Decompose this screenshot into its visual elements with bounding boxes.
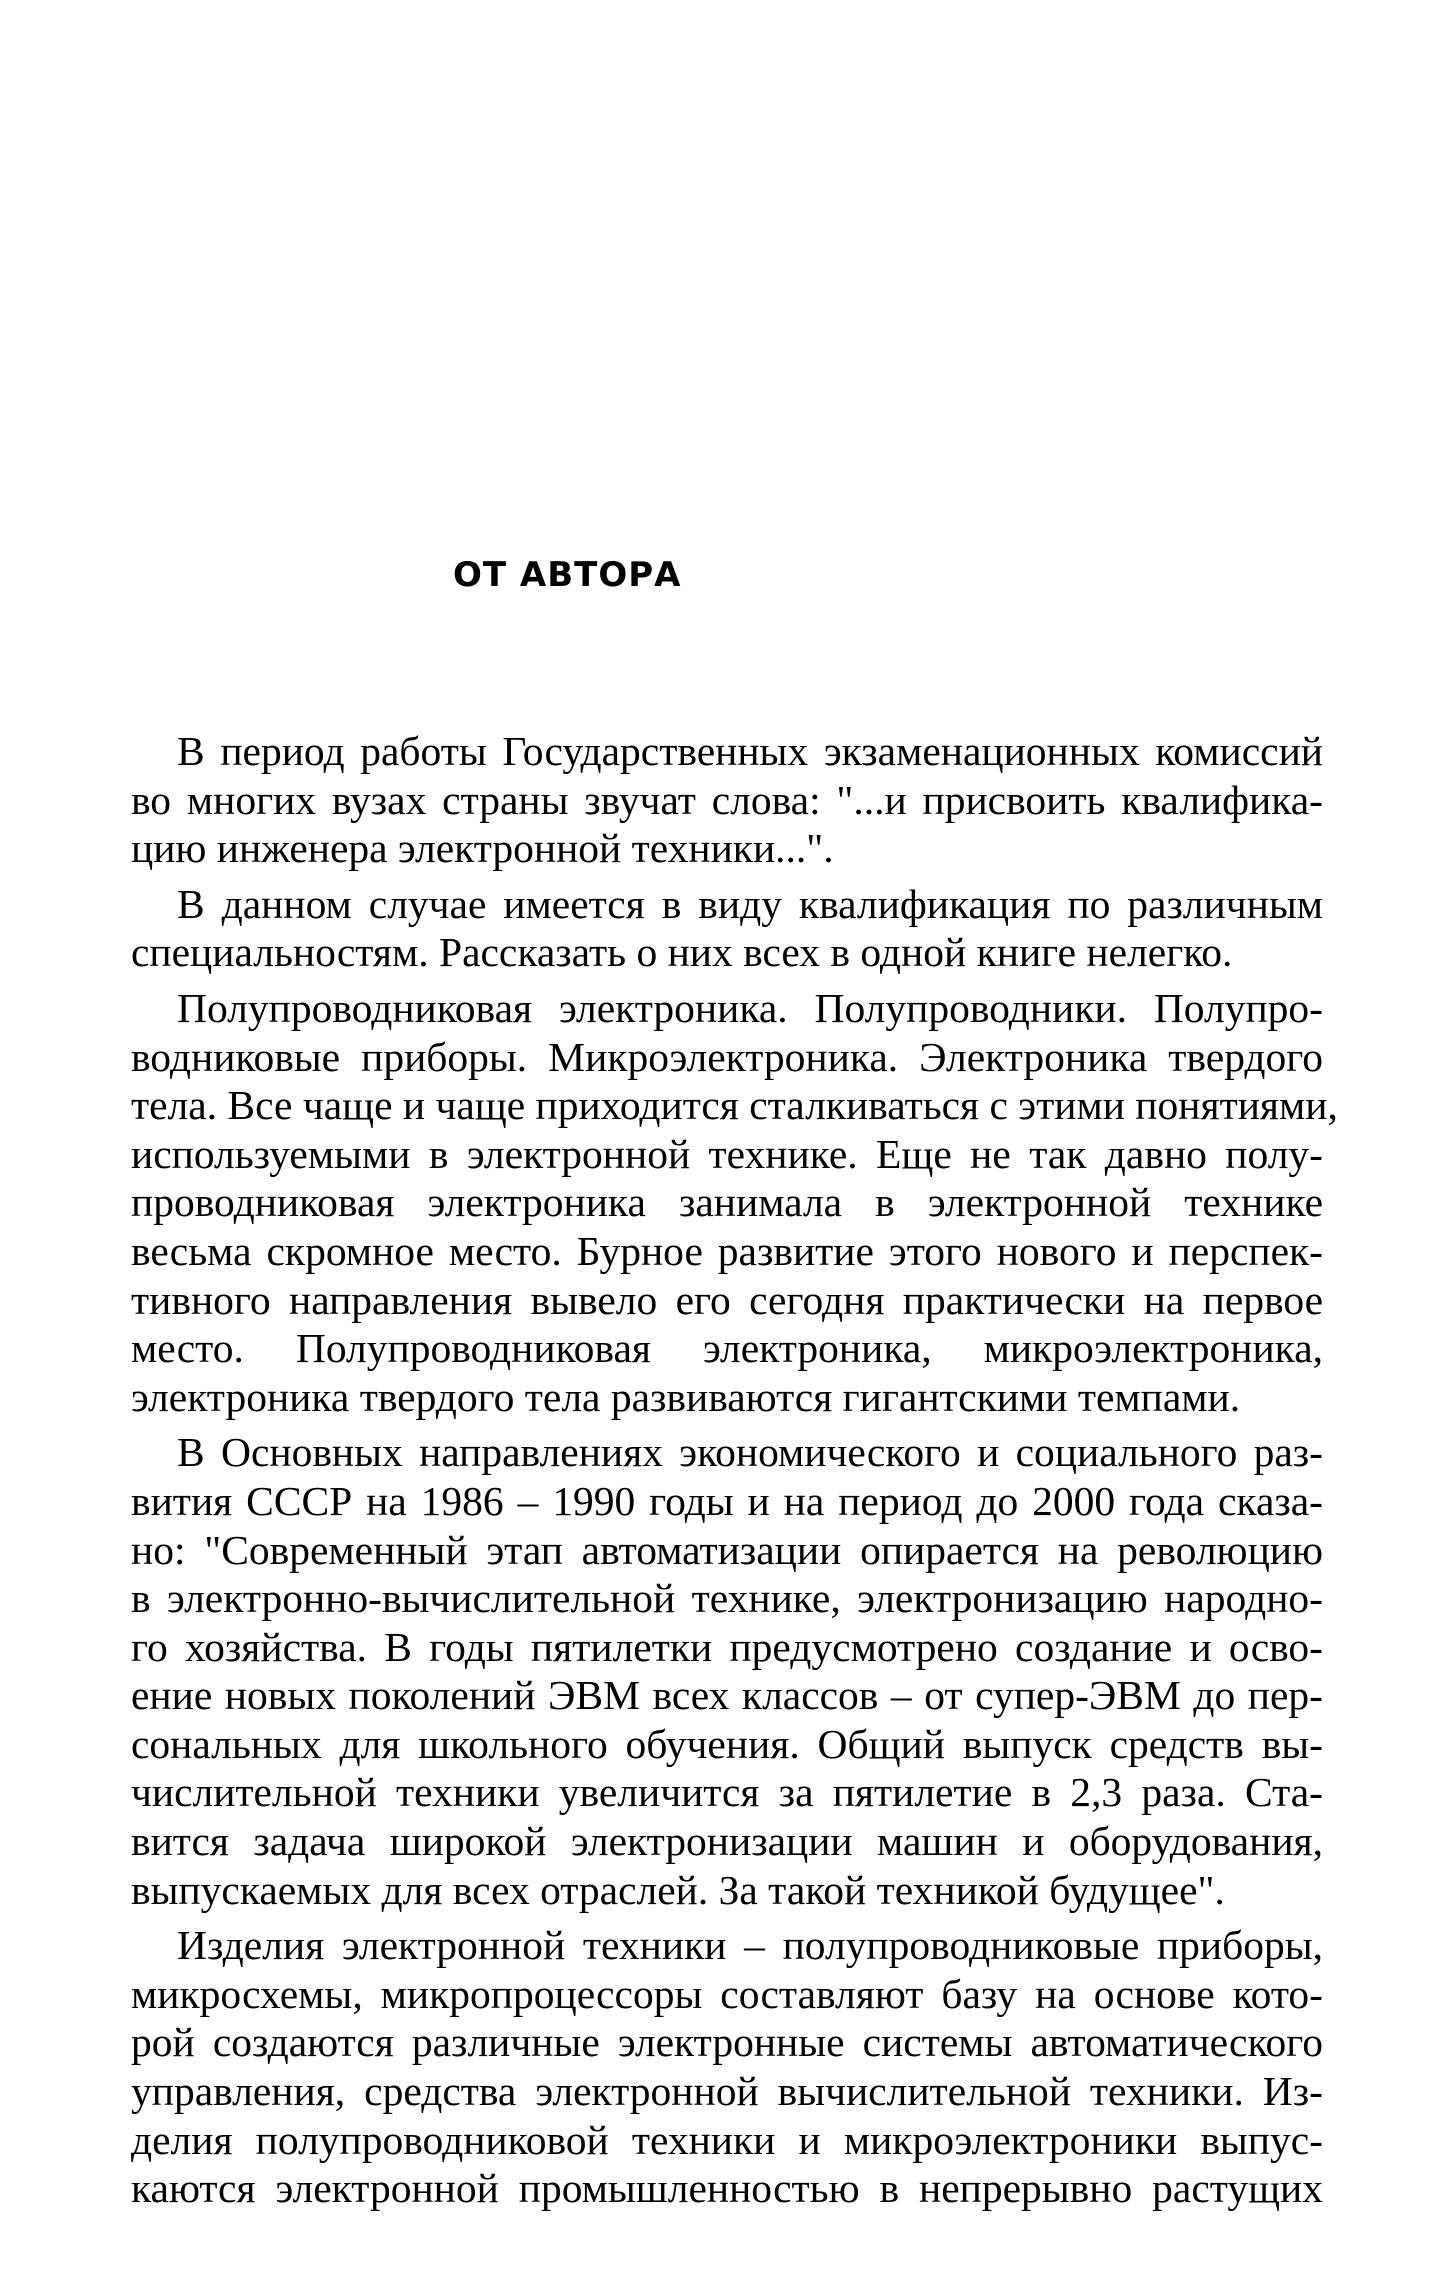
- paragraph: [131, 1921, 1323, 2213]
- text-line: в электронно-вычислительной технике, электронизацию народно-: [131, 1575, 1323, 1622]
- text-line: делия полупроводниковой техники и микроэлектроники выпус-: [131, 2116, 1323, 2163]
- text-line: тела. Все чаще и чаще приходится сталкиваться с этими понятиями,: [131, 1082, 1338, 1129]
- text-line: тивного направления вывело его сегодня практически на первое: [131, 1276, 1323, 1323]
- text-line: Полупроводниковая электроника. Полупроводники. Полупро-: [177, 984, 1323, 1031]
- paragraph: [131, 1428, 1323, 1914]
- text-line: используемыми в электронной технике. Еще не так давно полу-: [131, 1130, 1323, 1177]
- text-line: ение новых поколений ЭВМ всех классов – от супер-ЭВМ до пер-: [131, 1672, 1323, 1719]
- section-heading: ОТ АВТОРА: [453, 555, 682, 595]
- text-line: место. Полупроводниковая электроника, микроэлектроника,: [131, 1325, 1323, 1372]
- text-line: В данном случае имеется в виду квалификация по различным: [177, 880, 1323, 927]
- text-line: цию инженера электронной техники...".: [131, 825, 834, 872]
- body-text: [131, 727, 1338, 2220]
- text-line: выпускаемых для всех отраслей. За такой техникой будущее".: [131, 1866, 1225, 1913]
- text-line: микросхемы, микропроцессоры составляют базу на основе кото-: [131, 1970, 1323, 2017]
- text-line: В период работы Государственных экзаменационных комиссий: [177, 728, 1323, 774]
- text-line: проводниковая электроника занимала в электронной технике: [131, 1179, 1323, 1226]
- text-line: рой создаются различные электронные системы автоматического: [131, 2019, 1323, 2066]
- text-line: го хозяйства. В годы пятилетки предусмотрено создание и осво-: [131, 1623, 1323, 1670]
- text-line: вития СССР на 1986 – 1990 годы и на период до 2000 года сказа-: [131, 1477, 1323, 1524]
- text-line: управления, средства электронной вычислительной техники. Из-: [131, 2068, 1323, 2115]
- text-line: но: "Современный этап автоматизации опирается на революцию: [131, 1526, 1323, 1573]
- paragraph: [131, 727, 1323, 873]
- text-line: сональных для школьного обучения. Общий выпуск средств вы-: [131, 1720, 1323, 1767]
- text-line: числительной техники увеличится за пятилетие в 2,3 раза. Ста-: [131, 1769, 1323, 1816]
- text-line: В Основных направлениях экономического и социального раз-: [177, 1429, 1323, 1476]
- text-line: весьма скромное место. Бурное развитие этого нового и перспек-: [131, 1227, 1323, 1274]
- text-line: каются электронной промышленностью в непрерывно растущих: [131, 2165, 1323, 2212]
- text-line: специальностям. Рассказать о них всех в одной книге нелегко.: [131, 929, 1233, 976]
- paragraph: [131, 880, 1323, 977]
- text-line: Изделия электронной техники – полупроводниковые приборы,: [177, 1922, 1323, 1969]
- paragraph: [131, 984, 1338, 1421]
- text-line: во многих вузах страны звучат слова: "...и присвоить квалифика-: [131, 776, 1323, 823]
- text-line: электроника твердого тела развиваются гигантскими темпами.: [131, 1373, 1241, 1420]
- text-line: вится задача широкой электронизации машин и оборудования,: [131, 1818, 1323, 1865]
- text-line: водниковые приборы. Микроэлектроника. Электроника твердого: [131, 1033, 1323, 1080]
